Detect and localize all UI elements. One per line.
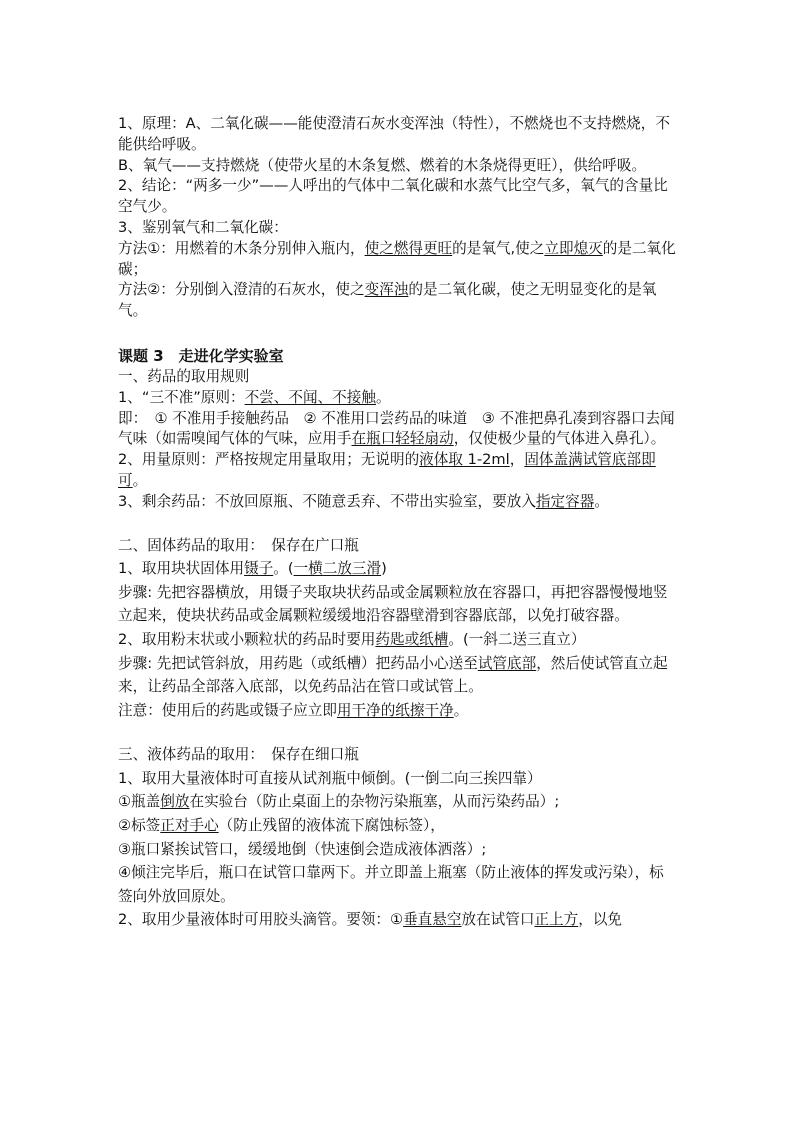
liquid-step-1: ①瓶盖倒放在实验台（防止桌面上的杂物污染瓶塞，从而污染药品）; — [118, 793, 560, 811]
liquid-dropper: 2、取用少量液体时可用胶头滴管。要领：①垂直悬空放在试管口正上方，以免 — [118, 911, 623, 929]
identify-title: 3、鉴别氧气和二氧化碳： — [118, 218, 288, 236]
conclusion: 2、结论：“两多一少”——人呼出的气体中二氧化碳和水蒸气比空气多，氧气的含量比空气少。 — [118, 177, 668, 216]
three-nos-detail: 即： ① 不准用手接触药品 ② 不准用口尝药品的味道 ③ 不准把鼻孔凑到容器口去闻气味（如需嗅闻气体的气味，应用手在瓶口轻轻扇动，仅使极少量的气体进入鼻孔）。 — [118, 409, 675, 448]
liquid-pour: 1、取用大量液体时可直接从试剂瓶中倾倒。(一倒二向三挨四靠） — [118, 769, 542, 787]
liquid-step-3: ③瓶口紧挨试管口，缓缓地倒（快速倒会造成液体洒落）; — [118, 840, 487, 858]
principle-co2: 1、原理：A、二氧化碳——能使澄清石灰水变浑浊（特性），不燃烧也不支持燃烧，不能供给呼吸。 — [118, 115, 670, 153]
three-nos: 1、“三不准”原则：不尝、不闻、不接触。 — [118, 388, 391, 406]
rules-heading: 一、药品的取用规则 — [118, 367, 250, 385]
method-2: 方法②：分别倒入澄清的石灰水，使之变浑浊的是二氧化碳，使之无明显变化的是氧气。 — [118, 281, 657, 320]
solid-powder: 2、取用粉末状或小颗粒状的药品时要用药匙或纸槽。(一斜二送三直立） — [118, 630, 586, 648]
dosage-rule: 2、用量原则：严格按规定用量取用；无说明的液体取 1-2ml，固体盖满试管底部即可。 — [118, 451, 656, 489]
solid-note: 注意：使用后的药匙或镊子应立即用干净的纸擦干净。 — [118, 701, 469, 719]
liquid-step-2: ②标签正对手心（防止残留的液体流下腐蚀标签）， — [118, 817, 445, 835]
lesson-title: 课题 3 走进化学实验室 — [118, 346, 284, 365]
method-1: 方法①：用燃着的木条分别伸入瓶内，使之燃得更旺的是氧气,使之立即熄灭的是二氧化碳； — [118, 239, 676, 278]
liquid-step-4: ④倾注完毕后，瓶口在试管口靠两下。并立即盖上瓶塞（防止液体的挥发或污染），标签向外放回原处。 — [118, 864, 664, 905]
liquid-heading: 三、液体药品的取用： 保存在细口瓶 — [118, 746, 359, 764]
leftover-rule: 3、剩余药品：不放回原瓶、不随意丢弃、不带出实验室，要放入指定容器。 — [118, 492, 609, 510]
solid-powder-steps: 步骤: 先把试管斜放，用药匙（或纸槽）把药品小心送至试管底部，然后使试管直立起来，让药品全部落入底部，以免药品沾在管口或试管上。 — [118, 654, 668, 696]
solid-heading: 二、固体药品的取用： 保存在广口瓶 — [118, 536, 359, 554]
solid-lump: 1、取用块状固体用镊子。(一横二放三滑) — [118, 560, 387, 578]
document-page — [118, 114, 678, 932]
principle-o2: B、氧气——支持燃烧（使带火星的木条复燃、燃着的木条烧得更旺），供给呼吸。 — [118, 156, 647, 174]
solid-lump-steps: 步骤: 先把容器横放，用镊子夹取块状药品或金属颗粒放在容器口，再把容器慢慢地竖立起来，使块状药品或金属颗粒缓缓地沿容器壁滑到容器底部，以免打破容器。 — [118, 583, 668, 625]
